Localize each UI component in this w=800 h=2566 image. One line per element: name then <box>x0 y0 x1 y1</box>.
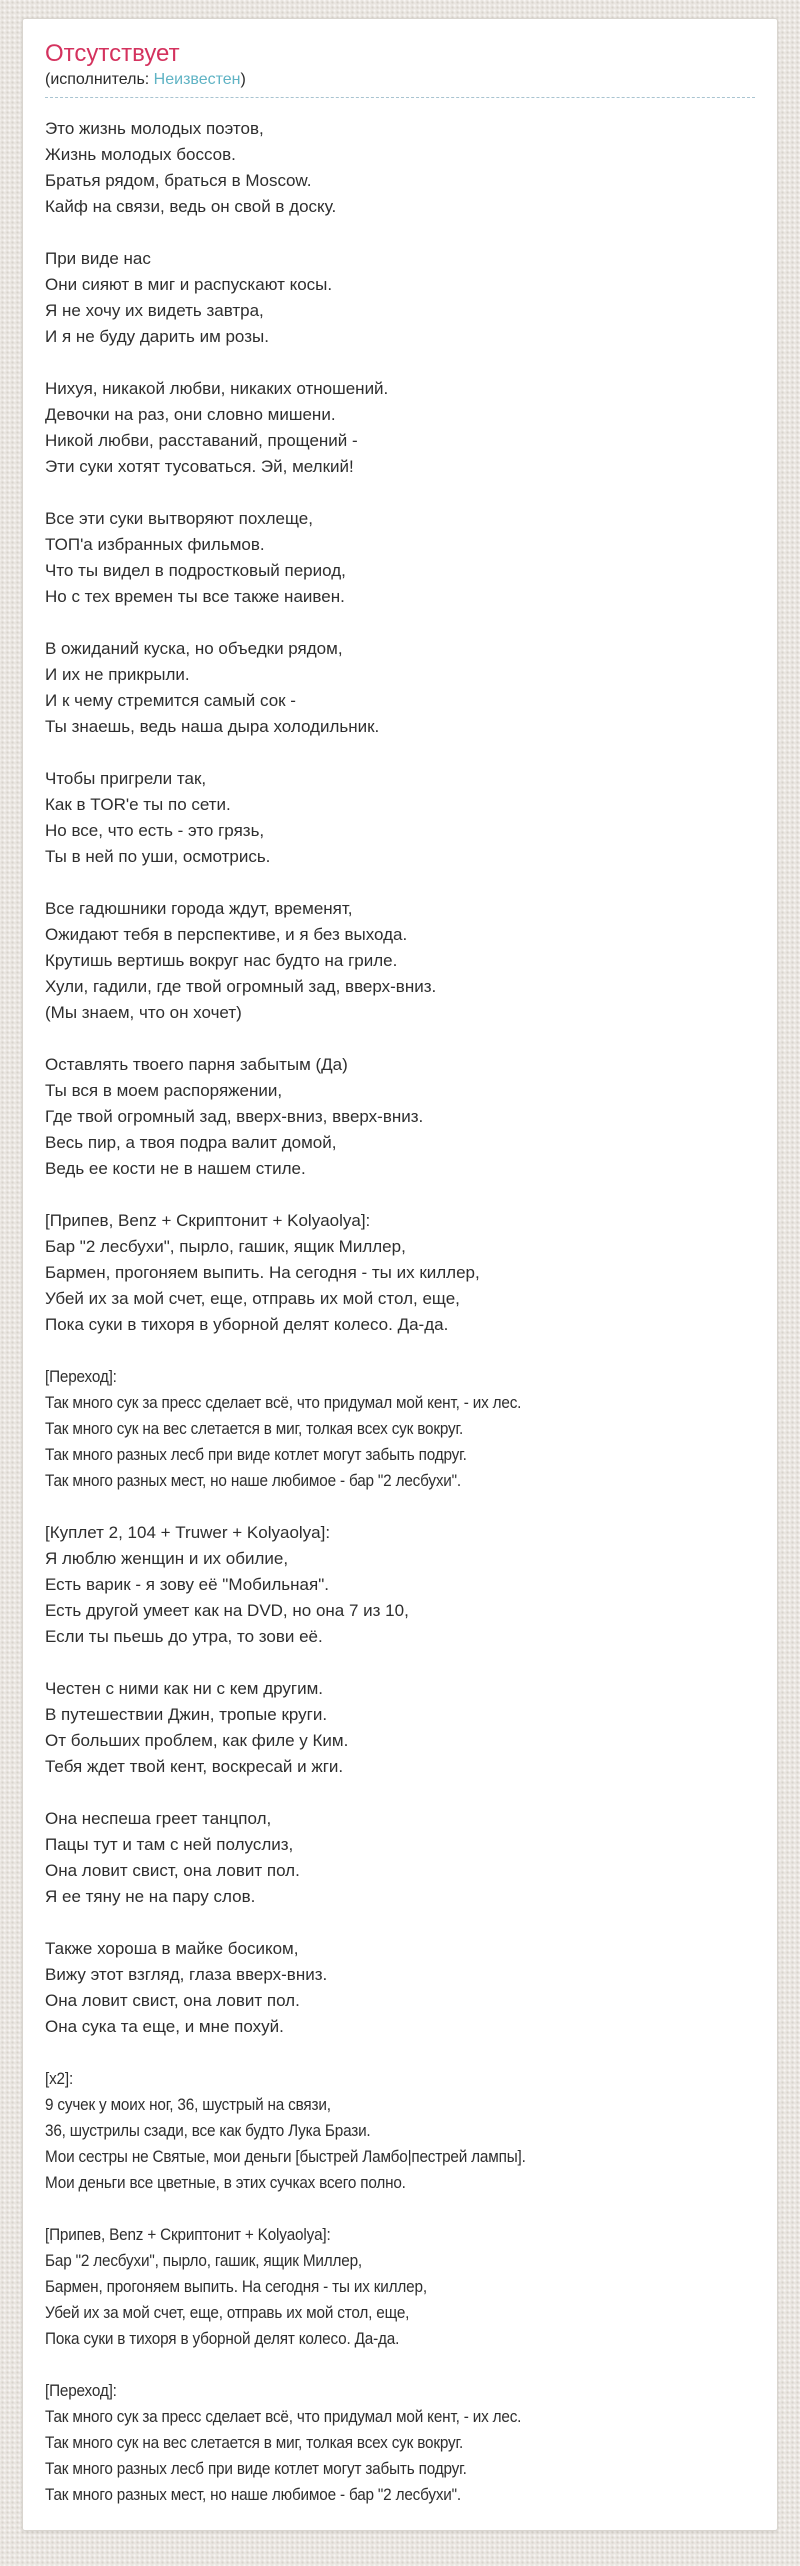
lyrics-stanza: [Переход]: Так много сук за пресс сделает всё, что придумал мой кент, - их лес. Так много сук на вес слетается в миг, толкая всех сук вокруг. Так много разных лесб при виде котлет могут забыть подруг. Так много разных мест, но наше любимое - бар "2 лесбухи". <box>45 1367 522 1490</box>
lyrics-stanza: [Переход]: Так много сук за пресс сделает всё, что придумал мой кент, - их лес. Так много сук на вес слетается в миг, толкая всех сук вокруг. Так много разных лесб при виде котлет могут забыть подруг. Так много разных мест, но наше любимое - бар "2 лесбухи". <box>45 2381 522 2504</box>
song-title: Отсутствует <box>45 40 180 67</box>
lyrics-stanza: Также хороша в майке босиком, Вижу этот взгляд, глаза вверх-вниз. Она ловит свист, она ловит пол. Она сука та еще, и мне похуй. <box>45 1939 328 2036</box>
page-background <box>0 18 800 2566</box>
lyrics-stanza: [Куплет 2, 104 + Truwer + Kolyaolya]: Я люблю женщин и их обилие, Есть варик - я зову её "Мобильная". Есть другой умеет как на DVD, но она 7 из 10, Если ты пьешь до утра, то зови её. <box>45 1523 409 1646</box>
artist-suffix: ) <box>240 71 246 88</box>
content-card <box>22 18 778 2531</box>
artist-prefix: (исполнитель: <box>45 71 154 88</box>
lyrics-stanza: [x2]: 9 сучек у моих ног, 36, шустрый на связи, 36, шустрилы сзади, все как будто Лука Брази. Мои сестры не Святые, мои деньги [быстрей Ламбо|пестрей лампы]. Мои деньги все цветные, в этих сучках всего полно. <box>45 2069 526 2192</box>
lyrics-stanza: [Припев, Benz + Скриптонит + Kolyaolya]: Бар "2 лесбухи", пырло, гашик, ящик Миллер, Бармен, прогоняем выпить. На сегодня - ты их киллер, Убей их за мой счет, еще, отправь их мой стол, еще, Пока суки в тихоря в уборной делят колесо. Да-да. <box>45 1211 480 1334</box>
artist-line <box>45 70 755 90</box>
lyrics-stanza: Все гадюшники города ждут, временят, Ожидают тебя в перспективе, и я без выхода. Крутишь вертишь вокруг нас будто на гриле. Хули, гадили, где твой огромный зад, вверх-вниз. (Мы знаем, что он хочет) <box>45 899 437 1022</box>
lyrics-stanza: Это жизнь молодых поэтов, Жизнь молодых боссов. Братья рядом, браться в Moscow. Кайф на связи, ведь он свой в доску. <box>45 119 337 216</box>
song-header <box>45 39 755 98</box>
lyrics-stanza: При виде нас Они сияют в миг и распускают косы. Я не хочу их видеть завтра, И я не буду дарить им розы. <box>45 249 333 346</box>
lyrics-stanza: Честен с ними как ни с кем другим. В путешествии Джин, тропые круги. От больших проблем, как филе у Ким. Тебя ждет твой кент, воскресай и жги. <box>45 1679 349 1776</box>
lyrics-stanza: Оставлять твоего парня забытым (Да) Ты вся в моем распоряжении, Где твой огромный зад, вверх-вниз, вверх-вниз. Весь пир, а твоя подра валит домой, Ведь ее кости не в нашем стиле. <box>45 1055 424 1178</box>
lyrics-stanza: [Припев, Benz + Скриптонит + Kolyaolya]: Бар "2 лесбухи", пырло, гашик, ящик Миллер, Бармен, прогоняем выпить. На сегодня - ты их киллер, Убей их за мой счет, еще, отправь их мой стол, еще, Пока суки в тихоря в уборной делят колесо. Да-да. <box>45 2225 427 2348</box>
lyrics-stanza: Нихуя, никакой любви, никаких отношений. Девочки на раз, они словно мишени. Никой любви, расставаний, прощений - Эти суки хотят тусоваться. Эй, мелкий! <box>45 379 389 476</box>
lyrics-stanza: В ожиданий куска, но объедки рядом, И их не прикрыли. И к чему стремится самый сок - Ты знаешь, ведь наша дыра холодильник. <box>45 639 380 736</box>
lyrics-stanza: Она неспеша греет танцпол, Пацы тут и там с ней полуслиз, Она ловит свист, она ловит пол. Я ее тяну не на пару слов. <box>45 1809 300 1906</box>
lyrics-stanza: Все эти суки вытворяют похлеще, ТОП'а избранных фильмов. Что ты видел в подростковый период, Но с тех времен ты все также наивен. <box>45 509 346 606</box>
artist-link[interactable]: Неизвестен <box>153 71 241 88</box>
lyrics-stanza: Чтобы пригрели так, Как в TOR'е ты по сети. Но все, что есть - это грязь, Ты в ней по уши, осмотрись. <box>45 769 271 866</box>
lyrics-text <box>45 116 755 2508</box>
